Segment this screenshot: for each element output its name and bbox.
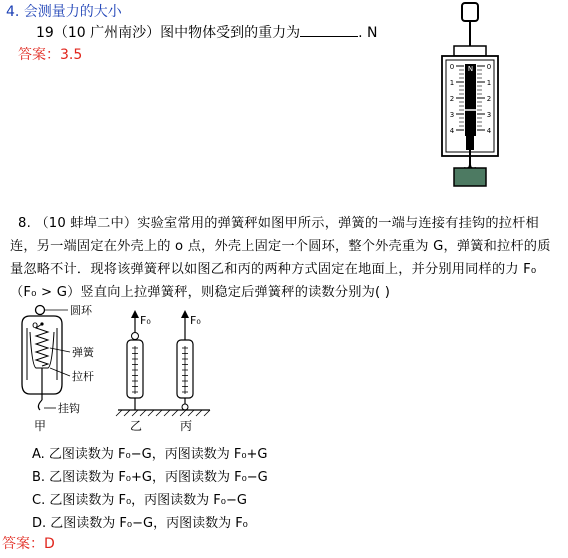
label-o: o [32, 320, 39, 331]
answer-8-label: 答案： [2, 536, 44, 552]
question-19 [36, 22, 377, 42]
caption-jia: 甲 [34, 419, 47, 433]
scale-top-ring [462, 3, 478, 21]
answer-blank [300, 24, 358, 37]
scale-unit-letter: N [467, 65, 474, 73]
question-8-line-1: 8. （10 蚌埠二中）实验室常用的弹簧秤如图甲所示，弹簧的一端与连接有挂钩的拉杆相 [18, 216, 539, 231]
hook [38, 400, 42, 410]
scale-label-left: 0 [449, 63, 455, 71]
scale-label-left: 1 [449, 79, 455, 87]
caption-yi: 乙 [130, 419, 143, 433]
force-arrow-bing [181, 310, 189, 318]
option-b: B. 乙图读数为 F₀+G，丙图读数为 F₀−G [32, 470, 268, 485]
force-arrow-yi [131, 310, 139, 318]
option-c: C. 乙图读数为 F₀，丙图读数为 F₀−G [32, 493, 247, 508]
spring-scale-figure [440, 0, 502, 190]
label-hook: 挂钩 [58, 402, 80, 415]
force-label-bing: F₀ [190, 314, 201, 327]
question-19-unit: . N [358, 25, 378, 41]
label-rod: 拉杆 [72, 370, 94, 383]
option-a: A. 乙图读数为 F₀−G，丙图读数为 F₀+G [32, 447, 268, 462]
question-8-line-2: 连，另一端固定在外壳上的 o 点，外壳上固定一个圆环，整个外壳重为 G，弹簧和拉杆的质 [10, 239, 551, 254]
q8-figure [10, 302, 260, 448]
caption-bing: 丙 [180, 419, 193, 433]
question-8 [10, 212, 558, 304]
scale-label-right: 4 [486, 127, 492, 135]
scale-label-right: 0 [486, 63, 492, 71]
scale-label-left: 4 [449, 127, 455, 135]
figure-jia [22, 304, 95, 433]
question-19-number: 19 [36, 25, 54, 41]
answer-8 [2, 533, 55, 553]
scale-label-left: 3 [449, 111, 455, 119]
scale-hook [464, 158, 470, 169]
figure-yi [127, 310, 151, 433]
label-spring: 弹簧 [72, 346, 94, 359]
question-8-line-3: 量忽略不计．现将该弹簧秤以如图乙和丙的两种方式固定在地面上，并分别用同样的力 F₀ [10, 262, 537, 277]
answer-19-label: 答案： [18, 47, 60, 63]
scale-mount [454, 46, 486, 56]
answer-19 [18, 44, 82, 64]
answer-8-value: D [44, 536, 55, 552]
scale-label-left: 2 [449, 95, 455, 103]
force-label-yi: F₀ [140, 314, 151, 327]
scale-slot [465, 64, 476, 136]
section-heading: 4. 会测量力的大小 [6, 4, 122, 20]
answer-19-value: 3.5 [60, 47, 83, 63]
ring [36, 306, 45, 315]
scale-label-right: 3 [486, 111, 492, 119]
weight-block [454, 168, 486, 186]
scale-label-right: 2 [486, 95, 492, 103]
scale-label-right: 1 [486, 79, 492, 87]
label-ring: 圆环 [70, 304, 92, 317]
question-19-text: （10 广州南沙）图中物体受到的重力为 [53, 25, 301, 41]
option-d: D. 乙图读数为 F₀−G，丙图读数为 F₀ [32, 516, 248, 531]
question-8-line-4: （F₀ > G）竖直向上拉弹簧秤，则稳定后弹簧秤的读数分别为( ) [10, 285, 391, 300]
